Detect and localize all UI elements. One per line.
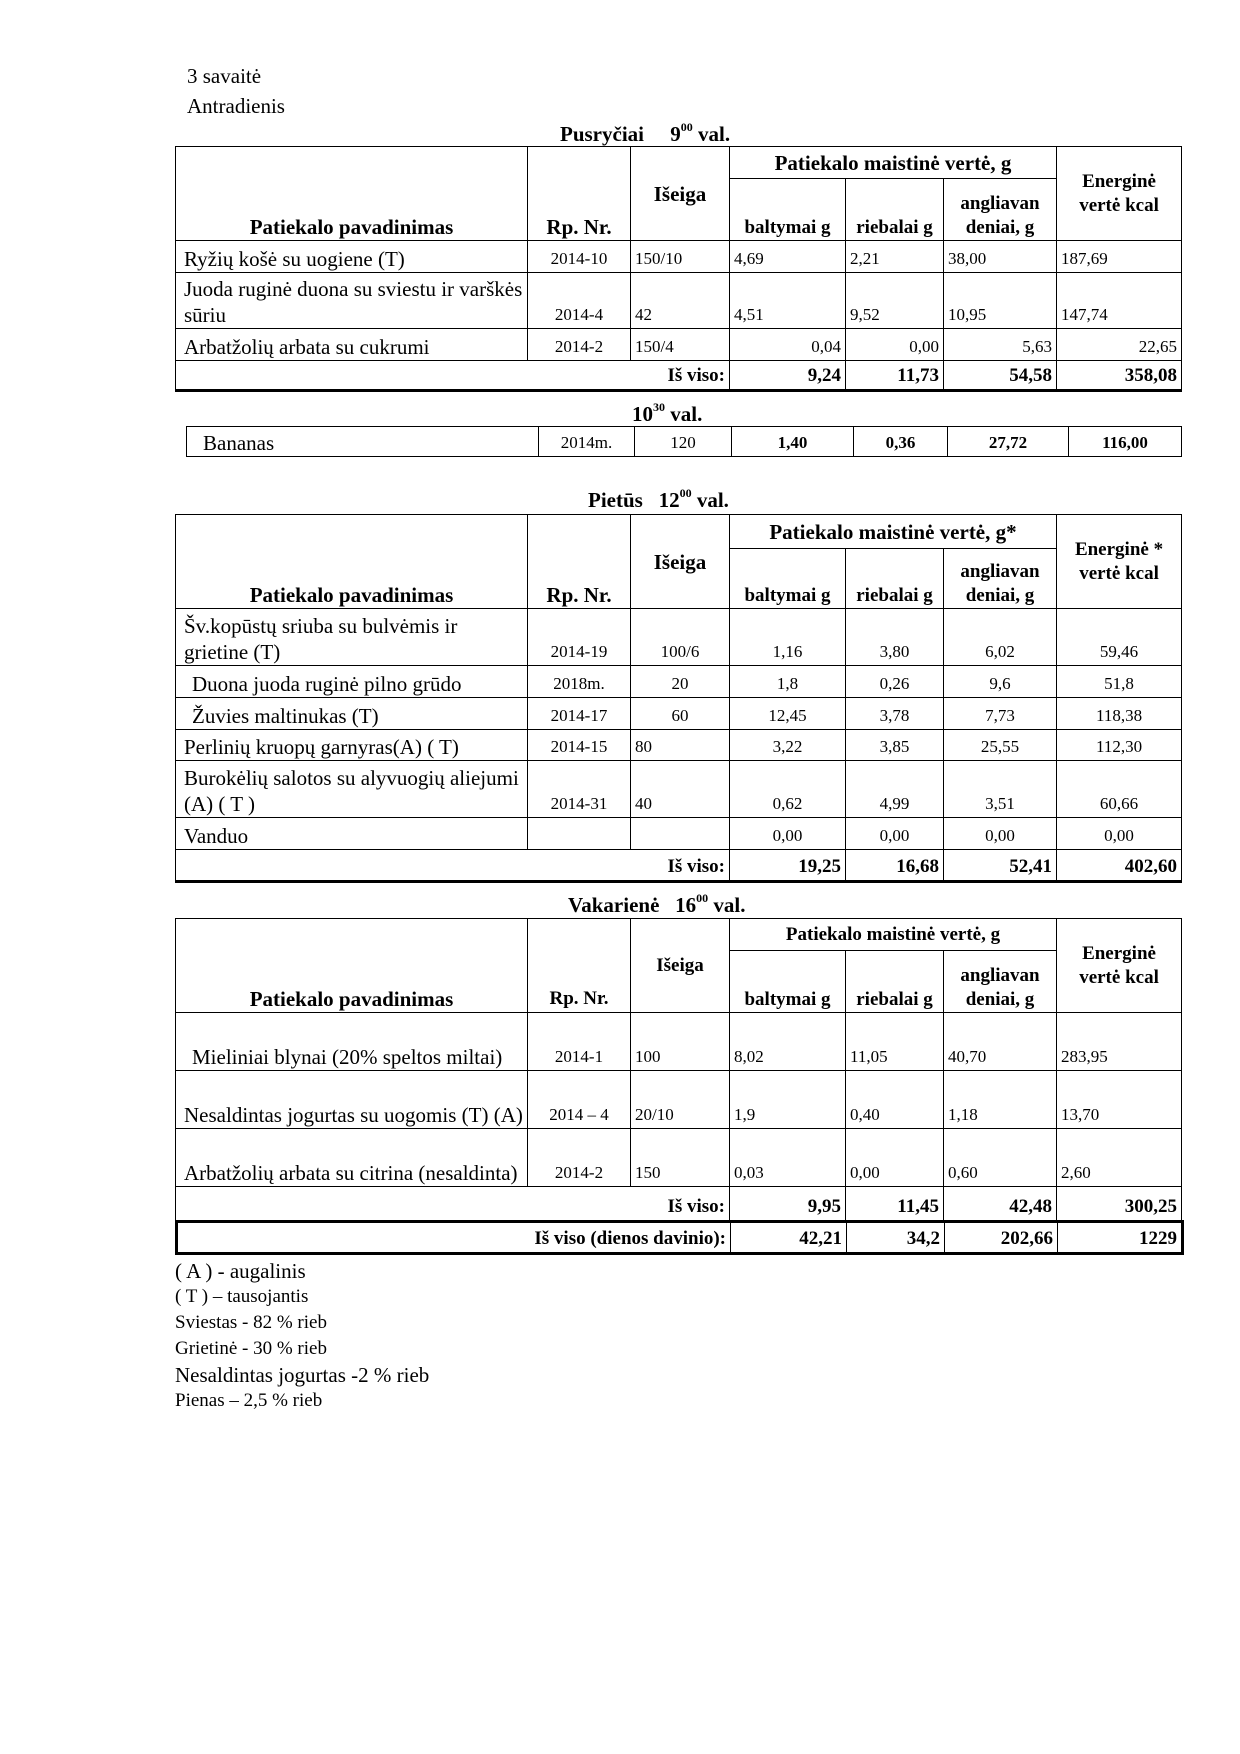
legend-item: Pienas – 2,5 % rieb <box>175 1390 323 1411</box>
day-total-carbs: 202,66 <box>945 1222 1058 1254</box>
rp-nr: 2014-10 <box>528 241 631 273</box>
snack-heading <box>632 400 702 427</box>
energy: 283,95 <box>1057 1013 1182 1071</box>
table-row <box>176 818 1182 850</box>
day-total-fat: 34,2 <box>847 1222 945 1254</box>
total-row <box>176 1187 1182 1221</box>
fat: 3,78 <box>846 698 944 730</box>
col-carb-header: angliavan deniai, g <box>944 951 1057 1013</box>
carbs: 6,02 <box>944 609 1057 666</box>
col-group-header: Patiekalo maistinė vertė, g <box>730 147 1057 179</box>
carbs: 1,18 <box>944 1071 1057 1129</box>
snack-time: 10 <box>632 402 653 426</box>
fat: 2,21 <box>846 241 944 273</box>
col-fat-header: riebalai g <box>846 179 944 241</box>
table-row <box>176 609 1182 666</box>
carbs: 0,60 <box>944 1129 1057 1187</box>
dinner-table <box>175 918 1182 1221</box>
protein: 1,9 <box>730 1071 846 1129</box>
dish-name: Nesaldintas jogurtas su uogomis (T) (A) <box>176 1071 528 1129</box>
protein: 8,02 <box>730 1013 846 1071</box>
snack-time-sup: 30 <box>653 400 665 414</box>
iseiga: 100 <box>631 1013 730 1071</box>
iseiga: 60 <box>631 698 730 730</box>
table-row <box>176 273 1182 329</box>
col-group-header: Patiekalo maistinė vertė, g* <box>730 515 1057 549</box>
legend-item: Sviestas - 82 % rieb <box>175 1312 327 1333</box>
snack-time-unit: val. <box>670 402 703 426</box>
iseiga: 150 <box>631 1129 730 1187</box>
table-row <box>176 1071 1182 1129</box>
total-fat: 11,73 <box>846 361 944 391</box>
col-iseiga-header: Išeiga <box>631 919 730 1013</box>
iseiga: 42 <box>631 273 730 329</box>
col-group-header: Patiekalo maistinė vertė, g <box>730 919 1057 951</box>
energy: 187,69 <box>1057 241 1182 273</box>
energy: 60,66 <box>1057 761 1182 818</box>
col-energy-header: Energinė vertė kcal <box>1057 147 1182 241</box>
col-carb-header: angliavan deniai, g <box>944 179 1057 241</box>
energy: 147,74 <box>1057 273 1182 329</box>
energy: 51,8 <box>1057 666 1182 698</box>
protein: 4,51 <box>730 273 846 329</box>
fat: 3,80 <box>846 609 944 666</box>
carbs: 25,55 <box>944 730 1057 761</box>
total-fat: 16,68 <box>846 850 944 882</box>
protein: 1,40 <box>732 427 854 457</box>
iseiga: 20 <box>631 666 730 698</box>
col-name-header: Patiekalo pavadinimas <box>176 919 528 1013</box>
fat: 0,00 <box>846 818 944 850</box>
col-name-header: Patiekalo pavadinimas <box>176 147 528 241</box>
dish-name: Bananas <box>187 427 539 457</box>
dish-name: Šv.kopūstų sriuba su bulvėmis ir grietine (T) <box>176 609 528 666</box>
legend-item: ( T ) – tausojantis <box>175 1286 309 1307</box>
day-total-protein: 42,21 <box>731 1222 847 1254</box>
week-label: 3 savaitė <box>187 64 262 88</box>
rp-nr: 2014-2 <box>528 329 631 361</box>
table-row <box>176 241 1182 273</box>
energy: 116,00 <box>1069 427 1182 457</box>
iseiga: 20/10 <box>631 1071 730 1129</box>
dish-name: Arbatžolių arbata su cukrumi <box>176 329 528 361</box>
rp-nr <box>528 818 631 850</box>
lunch-time: 12 <box>658 488 680 512</box>
fat: 3,85 <box>846 730 944 761</box>
carbs: 38,00 <box>944 241 1057 273</box>
total-energy: 358,08 <box>1057 361 1182 391</box>
total-energy: 300,25 <box>1057 1187 1182 1221</box>
breakfast-title: Pusryčiai <box>560 122 644 146</box>
carbs: 40,70 <box>944 1013 1057 1071</box>
col-rp-header: Rp. Nr. <box>528 147 631 241</box>
total-protein: 19,25 <box>730 850 846 882</box>
fat: 0,00 <box>846 329 944 361</box>
rp-nr: 2014 – 4 <box>528 1071 631 1129</box>
iseiga: 100/6 <box>631 609 730 666</box>
dinner-title: Vakarienė <box>568 893 660 917</box>
fat: 9,52 <box>846 273 944 329</box>
col-prot-header: baltymai g <box>730 179 846 241</box>
col-name-header: Patiekalo pavadinimas <box>176 515 528 609</box>
dish-name: Arbatžolių arbata su citrina (nesaldinta) <box>176 1129 528 1187</box>
rp-nr: 2014-17 <box>528 698 631 730</box>
table-row <box>176 730 1182 761</box>
energy: 0,00 <box>1057 818 1182 850</box>
total-carbs: 52,41 <box>944 850 1057 882</box>
energy: 13,70 <box>1057 1071 1182 1129</box>
legend-item: Grietinė - 30 % rieb <box>175 1338 327 1359</box>
rp-nr: 2014m. <box>539 427 635 457</box>
carbs: 3,51 <box>944 761 1057 818</box>
protein: 1,16 <box>730 609 846 666</box>
dinner-time: 16 <box>675 893 697 917</box>
table-row <box>176 1013 1182 1071</box>
dinner-heading <box>568 891 746 918</box>
dish-name: Žuvies maltinukas (T) <box>176 698 528 730</box>
col-fat-header: riebalai g <box>846 549 944 609</box>
dish-name: Duona juoda ruginė pilno grūdo <box>176 666 528 698</box>
col-rp-header: Rp. Nr. <box>528 919 631 1013</box>
protein: 0,00 <box>730 818 846 850</box>
table-row <box>176 761 1182 818</box>
col-iseiga-header: Išeiga <box>631 147 730 241</box>
lunch-time-sup: 00 <box>679 486 692 500</box>
energy: 112,30 <box>1057 730 1182 761</box>
fat: 0,00 <box>846 1129 944 1187</box>
table-row <box>176 698 1182 730</box>
total-protein: 9,24 <box>730 361 846 391</box>
total-carbs: 54,58 <box>944 361 1057 391</box>
col-energy-header: Energinė * vertė kcal <box>1057 515 1182 609</box>
rp-nr: 2014-4 <box>528 273 631 329</box>
iseiga: 40 <box>631 761 730 818</box>
dish-name: Vanduo <box>176 818 528 850</box>
legend-item: Nesaldintas jogurtas -2 % rieb <box>175 1363 430 1387</box>
total-protein: 9,95 <box>730 1187 846 1221</box>
protein: 0,04 <box>730 329 846 361</box>
table-row <box>187 427 1182 457</box>
protein: 12,45 <box>730 698 846 730</box>
col-iseiga-header: Išeiga <box>631 515 730 609</box>
breakfast-table <box>175 146 1182 392</box>
fat: 4,99 <box>846 761 944 818</box>
dinner-time-sup: 00 <box>696 891 709 905</box>
protein: 0,03 <box>730 1129 846 1187</box>
dinner-time-unit: val. <box>713 893 746 917</box>
table-row <box>176 666 1182 698</box>
iseiga: 150/10 <box>631 241 730 273</box>
protein: 3,22 <box>730 730 846 761</box>
iseiga: 80 <box>631 730 730 761</box>
protein: 1,8 <box>730 666 846 698</box>
legend-item: ( A ) - augalinis <box>175 1259 306 1283</box>
col-rp-header: Rp. Nr. <box>528 515 631 609</box>
col-fat-header: riebalai g <box>846 951 944 1013</box>
breakfast-time: 9 <box>670 122 681 146</box>
energy: 59,46 <box>1057 609 1182 666</box>
energy: 22,65 <box>1057 329 1182 361</box>
dish-name: Ryžių košė su uogiene (T) <box>176 241 528 273</box>
day-total-energy: 1229 <box>1058 1222 1183 1254</box>
dish-name: Burokėlių salotos su alyvuogių aliejumi (A) ( T ) <box>176 761 528 818</box>
carbs: 5,63 <box>944 329 1057 361</box>
iseiga: 120 <box>635 427 732 457</box>
breakfast-time-unit: val. <box>698 122 731 146</box>
iseiga <box>631 818 730 850</box>
day-total-row <box>177 1222 1183 1254</box>
protein: 0,62 <box>730 761 846 818</box>
carbs: 7,73 <box>944 698 1057 730</box>
table-row <box>176 1129 1182 1187</box>
table-row <box>176 329 1182 361</box>
rp-nr: 2018m. <box>528 666 631 698</box>
fat: 0,36 <box>854 427 948 457</box>
col-prot-header: baltymai g <box>730 549 846 609</box>
col-prot-header: baltymai g <box>730 951 846 1013</box>
dish-name: Perlinių kruopų garnyras(A) ( T) <box>176 730 528 761</box>
rp-nr: 2014-31 <box>528 761 631 818</box>
fat: 0,40 <box>846 1071 944 1129</box>
snack-table <box>186 426 1182 457</box>
rp-nr: 2014-1 <box>528 1013 631 1071</box>
breakfast-time-sup: 00 <box>680 120 693 134</box>
iseiga: 150/4 <box>631 329 730 361</box>
day-total-table <box>175 1220 1184 1255</box>
total-fat: 11,45 <box>846 1187 944 1221</box>
col-carb-header: angliavan deniai, g <box>944 549 1057 609</box>
col-energy-header: Energinė vertė kcal <box>1057 919 1182 1013</box>
energy: 118,38 <box>1057 698 1182 730</box>
total-row <box>176 850 1182 882</box>
fat: 11,05 <box>846 1013 944 1071</box>
rp-nr: 2014-15 <box>528 730 631 761</box>
total-carbs: 42,48 <box>944 1187 1057 1221</box>
total-label: Iš viso: <box>176 850 730 882</box>
rp-nr: 2014-2 <box>528 1129 631 1187</box>
total-energy: 402,60 <box>1057 850 1182 882</box>
carbs: 9,6 <box>944 666 1057 698</box>
breakfast-heading <box>560 120 730 147</box>
carbs: 10,95 <box>944 273 1057 329</box>
rp-nr: 2014-19 <box>528 609 631 666</box>
fat: 0,26 <box>846 666 944 698</box>
lunch-title: Pietūs <box>588 488 643 512</box>
dish-name: Juoda ruginė duona su sviestu ir varškės sūriu <box>176 273 528 329</box>
carbs: 27,72 <box>948 427 1069 457</box>
total-label: Iš viso: <box>176 361 730 391</box>
day-total-label: Iš viso (dienos davinio): <box>177 1222 731 1254</box>
dish-name: Mieliniai blynai (20% speltos miltai) <box>176 1013 528 1071</box>
lunch-time-unit: val. <box>696 488 729 512</box>
lunch-heading <box>588 486 729 513</box>
carbs: 0,00 <box>944 818 1057 850</box>
energy: 2,60 <box>1057 1129 1182 1187</box>
lunch-table <box>175 514 1182 883</box>
total-row <box>176 361 1182 391</box>
legend <box>175 1258 429 1414</box>
day-label: Antradienis <box>187 94 285 118</box>
total-label: Iš viso: <box>176 1187 730 1221</box>
protein: 4,69 <box>730 241 846 273</box>
